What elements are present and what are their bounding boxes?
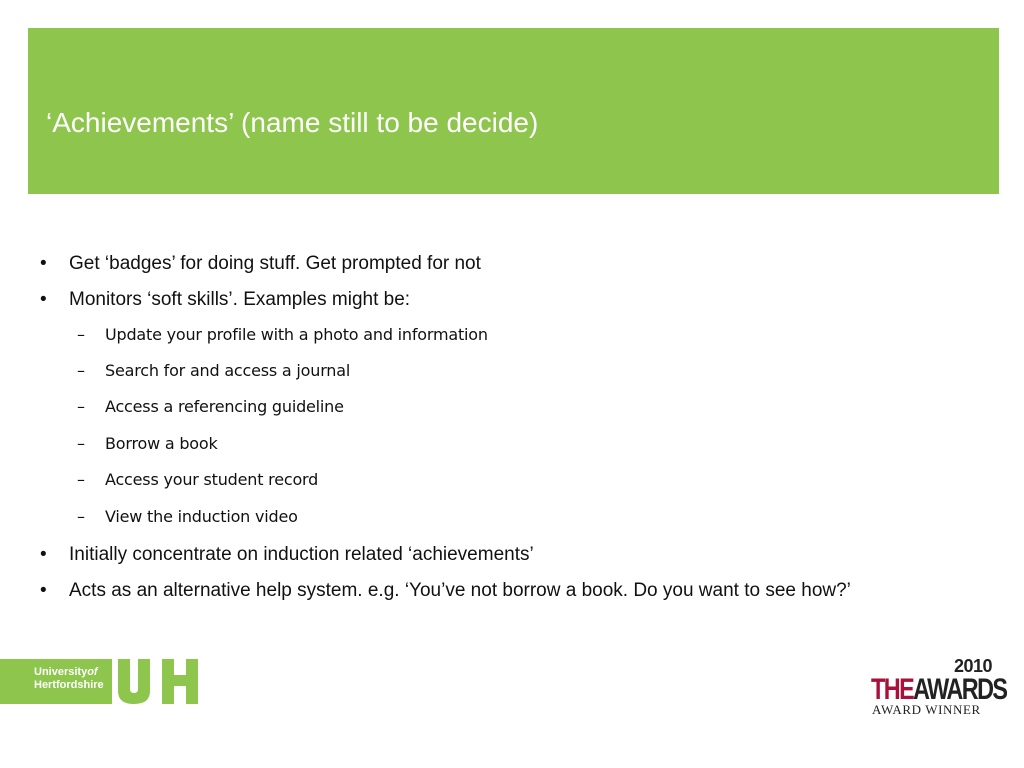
dash-marker: –: [77, 361, 85, 380]
bullet-marker: •: [40, 253, 47, 274]
dash-marker: –: [77, 470, 85, 489]
awards-the: THE: [871, 673, 914, 706]
sub-list-item-text: Access your student record: [105, 470, 319, 489]
awards-subtitle: AWARD WINNER: [872, 702, 981, 717]
bullet-marker: •: [40, 289, 47, 310]
awards-year: 2010: [953, 656, 992, 676]
university-name: [34, 666, 104, 692]
university-logo: [0, 659, 205, 704]
list-item-text: Acts as an alternative help system. e.g. ‘You’ve not borrow a book. Do you want to see how?’: [69, 580, 851, 601]
uh-monogram-icon: [112, 659, 205, 704]
sub-list-item-text: View the induction video: [105, 507, 298, 526]
university-name-of: of: [87, 666, 98, 678]
awards-word: AWARDS: [913, 673, 1007, 706]
awards-logo: [866, 656, 1007, 719]
dash-marker: –: [77, 507, 85, 526]
university-logo-bar: [0, 659, 112, 704]
university-name-line2: Hertfordshire: [34, 679, 104, 691]
sub-list-item-text: Borrow a book: [105, 434, 218, 453]
bullet-marker: •: [40, 580, 47, 601]
dash-marker: –: [77, 397, 85, 416]
bullet-marker: •: [40, 544, 47, 565]
university-name-line1: University: [34, 666, 88, 678]
sub-list-item-text: Access a referencing guideline: [105, 397, 344, 416]
sub-list-item-text: Update your profile with a photo and information: [105, 325, 488, 344]
list-item-text: Get ‘badges’ for doing stuff. Get prompted for not: [69, 253, 481, 274]
list-item-text: Monitors ‘soft skills’. Examples might be:: [69, 289, 411, 310]
slide-title: ‘Achievements’ (name still to be decide): [46, 107, 539, 138]
dash-marker: –: [77, 434, 85, 453]
list-item-text: Initially concentrate on induction related ‘achievements’: [69, 544, 534, 565]
sub-list-item-text: Search for and access a journal: [105, 361, 351, 380]
dash-marker: –: [77, 325, 85, 344]
